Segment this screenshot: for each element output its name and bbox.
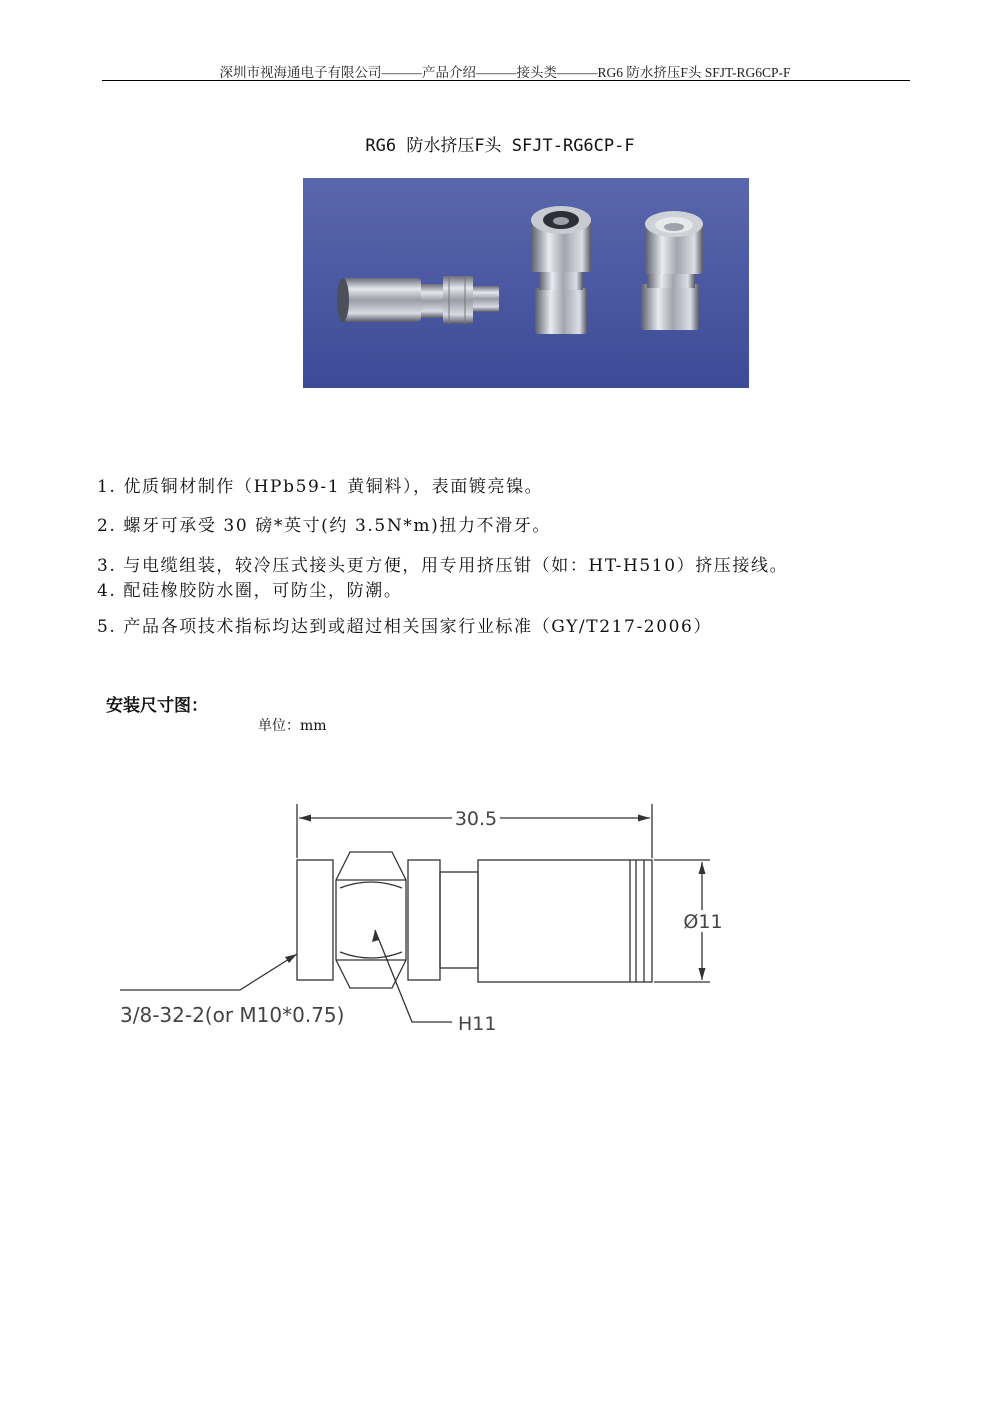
- feature-item-1: 1. 优质铜材制作（HPb59-1 黄铜料），表面镀亮镍。: [97, 477, 544, 497]
- feature-item-2: 2. 螺牙可承受 30 磅*英寸(约 3.5N*m)扭力不滑牙。: [97, 516, 551, 536]
- length-label: 30.5: [454, 808, 498, 830]
- dimension-drawing: [100, 790, 740, 1050]
- diameter-label: Ø11: [683, 911, 723, 933]
- thread-leader: [120, 954, 297, 990]
- collar: [408, 860, 440, 980]
- unit-label: 单位：mm: [258, 718, 327, 734]
- product-title: RG6 防水挤压F头 SFJT-RG6CP-F: [365, 136, 635, 156]
- thread-label: 3/8-32-2(or M10*0.75): [120, 1003, 345, 1027]
- product-photo: [303, 178, 749, 388]
- hex-nut: [336, 852, 406, 988]
- feature-item-5: 5. 产品各项技术指标均达到或超过相关国家行业标准（GY/T217-2006）: [97, 617, 713, 637]
- header-divider: [102, 80, 910, 81]
- page-header: 深圳市视海通电子有限公司———产品介绍———接头类———RG6 防水挤压F头 SFJT-RG6CP-F: [219, 65, 791, 80]
- connector-standing-middle: [531, 206, 591, 334]
- connector-standing-right: [641, 211, 703, 330]
- hex-label: H11: [458, 1013, 497, 1035]
- dimension-heading: 安装尺寸图：: [106, 696, 208, 716]
- feature-item-3: 3. 与电缆组装，较冷压式接头更方便，用专用挤压钳（如：HT-H510）挤压接线。: [97, 556, 789, 576]
- feature-item-4: 4. 配硅橡胶防水圈，可防尘，防潮。: [97, 581, 403, 601]
- thread-nut: [297, 860, 333, 980]
- body-sleeve: [478, 860, 652, 982]
- neck: [440, 872, 478, 968]
